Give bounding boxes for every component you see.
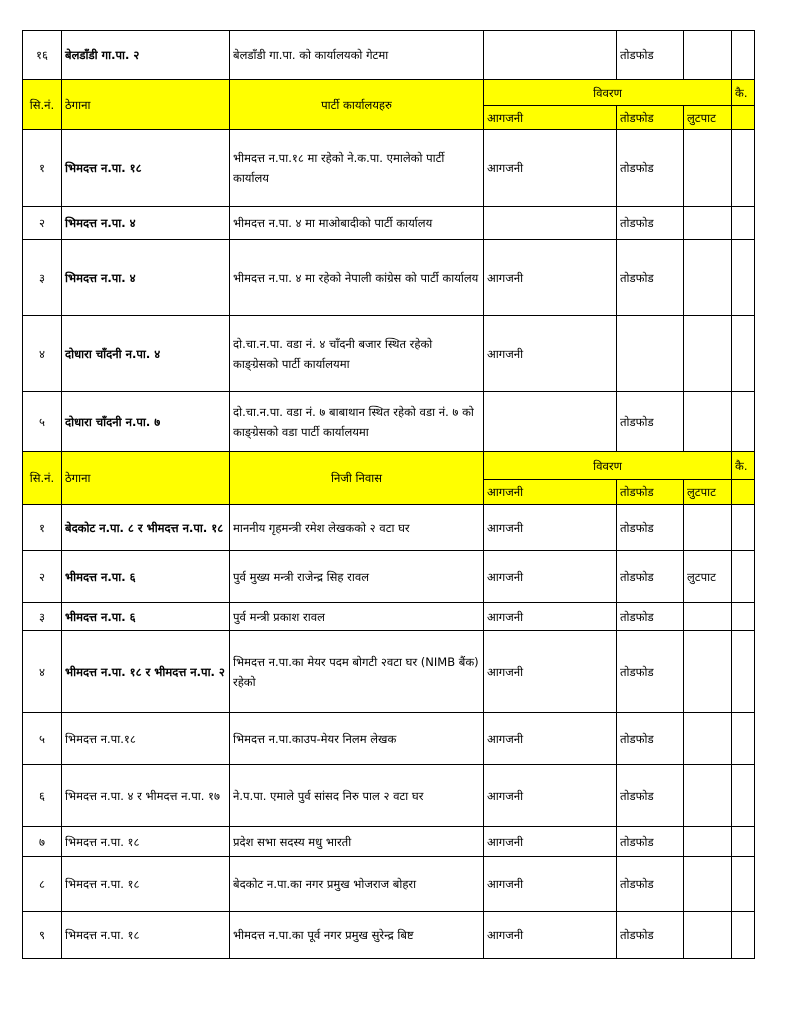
row-location: भीमदत्त न.पा. १८ र भीमदत्त न.पा. २ — [62, 631, 230, 713]
row-remarks — [732, 551, 755, 603]
row-remarks — [732, 912, 755, 959]
row-looting — [684, 765, 732, 827]
header-vandalism: तोडफोड — [617, 480, 684, 505]
row-remarks — [732, 713, 755, 765]
row-vandalism: तोडफोड — [617, 551, 684, 603]
row-sn: २ — [23, 551, 62, 603]
row-arson — [484, 31, 617, 80]
row-remarks — [732, 827, 755, 857]
row-looting — [684, 912, 732, 959]
row-description: भीमदत्त न.पा. ४ मा माओबादीको पार्टी कार्यालय — [230, 207, 484, 240]
row-vandalism: तोडफोड — [617, 505, 684, 551]
row-vandalism: तोडफोड — [617, 912, 684, 959]
row-sn: ८ — [23, 857, 62, 912]
row-looting — [684, 316, 732, 392]
row-arson: आगजनी — [484, 130, 617, 207]
incident-table — [22, 30, 755, 959]
header-sn: सि.नं. — [23, 452, 62, 505]
row-sn: ४ — [23, 316, 62, 392]
header-party-offices: पार्टी कार्यालयहरु — [230, 80, 484, 130]
row-vandalism: तोडफोड — [617, 713, 684, 765]
row-remarks — [732, 765, 755, 827]
row-location: भिमदत्त न.पा. ४ र भीमदत्त न.पा. १७ — [62, 765, 230, 827]
row-sn: ३ — [23, 240, 62, 316]
row-description: भीमदत्त न.पा. ४ मा रहेको नेपाली कांग्रेस को पार्टी कार्यालय — [230, 240, 484, 316]
row-sn: २ — [23, 207, 62, 240]
row-description: भिमदत्त न.पा.का मेयर पदम बोगटी २वटा घर (NIMB बैंक) रहेको — [230, 631, 484, 713]
row-sn: ४ — [23, 631, 62, 713]
row-arson: आगजनी — [484, 603, 617, 631]
row-vandalism: तोडफोड — [617, 130, 684, 207]
row-description: पुर्व मन्त्री प्रकाश रावल — [230, 603, 484, 631]
row-vandalism: तोडफोड — [617, 827, 684, 857]
header-sn: सि.नं. — [23, 80, 62, 130]
row-vandalism: तोडफोड — [617, 631, 684, 713]
table-row — [23, 316, 755, 392]
table-row — [23, 505, 755, 551]
row-description: ने.प.पा. एमाले पुर्व सांसद निरु पाल २ वटा घर — [230, 765, 484, 827]
row-location: भिमदत्त न.पा. १८ — [62, 827, 230, 857]
header-remarks: कै. — [732, 80, 755, 106]
row-location: भिमदत्त न.पा. ४ — [62, 240, 230, 316]
table-row — [23, 130, 755, 207]
row-description: दो.चा.न.पा. वडा नं. ७ बाबाथान स्थित रहेको वडा नं. ७ को काङ्ग्रेसको वडा पार्टी कार्यालयमा — [230, 392, 484, 452]
row-remarks — [732, 631, 755, 713]
row-arson: आगजनी — [484, 765, 617, 827]
row-arson — [484, 392, 617, 452]
row-location: भीमदत्त न.पा. ६ — [62, 551, 230, 603]
row-vandalism: तोडफोड — [617, 857, 684, 912]
row-sn: ५ — [23, 713, 62, 765]
row-sn: ६ — [23, 765, 62, 827]
row-vandalism — [617, 316, 684, 392]
row-location: भिमदत्त न.पा. १८ — [62, 857, 230, 912]
header-remarks: कै. — [732, 452, 755, 480]
row-looting — [684, 631, 732, 713]
row-location: दोधारा चाँदनी न.पा. ४ — [62, 316, 230, 392]
header-looting: लुटपाट — [684, 106, 732, 130]
row-description: पुर्व मुख्य मन्त्री राजेन्द्र सिह रावल — [230, 551, 484, 603]
row-vandalism: तोडफोड — [617, 31, 684, 80]
row-vandalism: तोडफोड — [617, 392, 684, 452]
row-vandalism: तोडफोड — [617, 240, 684, 316]
row-remarks — [732, 603, 755, 631]
row-looting — [684, 713, 732, 765]
table-row — [23, 713, 755, 765]
table-row — [23, 31, 755, 80]
row-arson: आगजनी — [484, 631, 617, 713]
header-details: विवरण — [484, 452, 732, 480]
header-arson: आगजनी — [484, 106, 617, 130]
row-arson: आगजनी — [484, 240, 617, 316]
header-arson: आगजनी — [484, 480, 617, 505]
table-row — [23, 207, 755, 240]
header-remarks-blank — [732, 480, 755, 505]
table-row — [23, 912, 755, 959]
row-location: दोधारा चाँदनी न.पा. ७ — [62, 392, 230, 452]
row-description: बेलडाँडी गा.पा. को कार्यालयको गेटमा — [230, 31, 484, 80]
table-row — [23, 765, 755, 827]
table-row — [23, 857, 755, 912]
header-looting: लुटपाट — [684, 480, 732, 505]
row-remarks — [732, 240, 755, 316]
row-description: माननीय गृहमन्त्री रमेश लेखकको २ वटा घर — [230, 505, 484, 551]
row-arson: आगजनी — [484, 713, 617, 765]
table-row — [23, 827, 755, 857]
row-looting — [684, 827, 732, 857]
table-row — [23, 551, 755, 603]
section-header-private-residences — [23, 452, 755, 480]
row-looting — [684, 857, 732, 912]
row-vandalism: तोडफोड — [617, 765, 684, 827]
row-description: दो.चा.न.पा. वडा नं. ४ चाँदनी बजार स्थित रहेको काङ्ग्रेसको पार्टी कार्यालयमा — [230, 316, 484, 392]
row-arson: आगजनी — [484, 551, 617, 603]
row-location: भिमदत्त न.पा. ४ — [62, 207, 230, 240]
row-description: प्रदेश सभा सदस्य मधु भारती — [230, 827, 484, 857]
table-row — [23, 603, 755, 631]
row-looting — [684, 603, 732, 631]
row-vandalism: तोडफोड — [617, 207, 684, 240]
row-looting — [684, 31, 732, 80]
row-location: भिमदत्त न.पा.१८ — [62, 713, 230, 765]
section-header-party-offices — [23, 80, 755, 106]
row-arson: आगजनी — [484, 912, 617, 959]
row-sn: ३ — [23, 603, 62, 631]
row-remarks — [732, 505, 755, 551]
row-arson: आगजनी — [484, 316, 617, 392]
row-remarks — [732, 392, 755, 452]
header-location: ठेगाना — [62, 80, 230, 130]
row-looting — [684, 207, 732, 240]
row-description: भीमदत्त न.पा.१८ मा रहेको ने.क.पा. एमालेको पार्टी कार्यालय — [230, 130, 484, 207]
row-looting — [684, 505, 732, 551]
row-looting — [684, 130, 732, 207]
header-remarks-blank — [732, 106, 755, 130]
row-location: बेदकोट न.पा. ८ र भीमदत्त न.पा. १८ — [62, 505, 230, 551]
row-sn: १ — [23, 505, 62, 551]
header-private-residences: निजी निवास — [230, 452, 484, 505]
header-details: विवरण — [484, 80, 732, 106]
row-looting — [684, 240, 732, 316]
row-description: बेदकोट न.पा.का नगर प्रमुख भोजराज बोहरा — [230, 857, 484, 912]
row-remarks — [732, 130, 755, 207]
row-arson — [484, 207, 617, 240]
header-location: ठेगाना — [62, 452, 230, 505]
row-remarks — [732, 857, 755, 912]
row-vandalism: तोडफोड — [617, 603, 684, 631]
row-arson: आगजनी — [484, 505, 617, 551]
row-arson: आगजनी — [484, 857, 617, 912]
row-looting — [684, 392, 732, 452]
row-remarks — [732, 31, 755, 80]
row-sn: १६ — [23, 31, 62, 80]
row-description: भिमदत्त न.पा.काउप-मेयर निलम लेखक — [230, 713, 484, 765]
row-sn: ९ — [23, 912, 62, 959]
row-location: भिमदत्त न.पा. १८ — [62, 912, 230, 959]
row-location: भीमदत्त न.पा. ६ — [62, 603, 230, 631]
row-looting: लुटपाट — [684, 551, 732, 603]
row-sn: ५ — [23, 392, 62, 452]
header-vandalism: तोडफोड — [617, 106, 684, 130]
row-description: भीमदत्त न.पा.का पूर्व नगर प्रमुख सुरेन्द्र बिष्ट — [230, 912, 484, 959]
row-remarks — [732, 207, 755, 240]
table-row — [23, 240, 755, 316]
row-remarks — [732, 316, 755, 392]
table-row — [23, 631, 755, 713]
row-sn: १ — [23, 130, 62, 207]
row-location: भिमदत्त न.पा. १८ — [62, 130, 230, 207]
table-row — [23, 392, 755, 452]
row-arson: आगजनी — [484, 827, 617, 857]
row-location: बेलडाँडी गा.पा. २ — [62, 31, 230, 80]
row-sn: ७ — [23, 827, 62, 857]
